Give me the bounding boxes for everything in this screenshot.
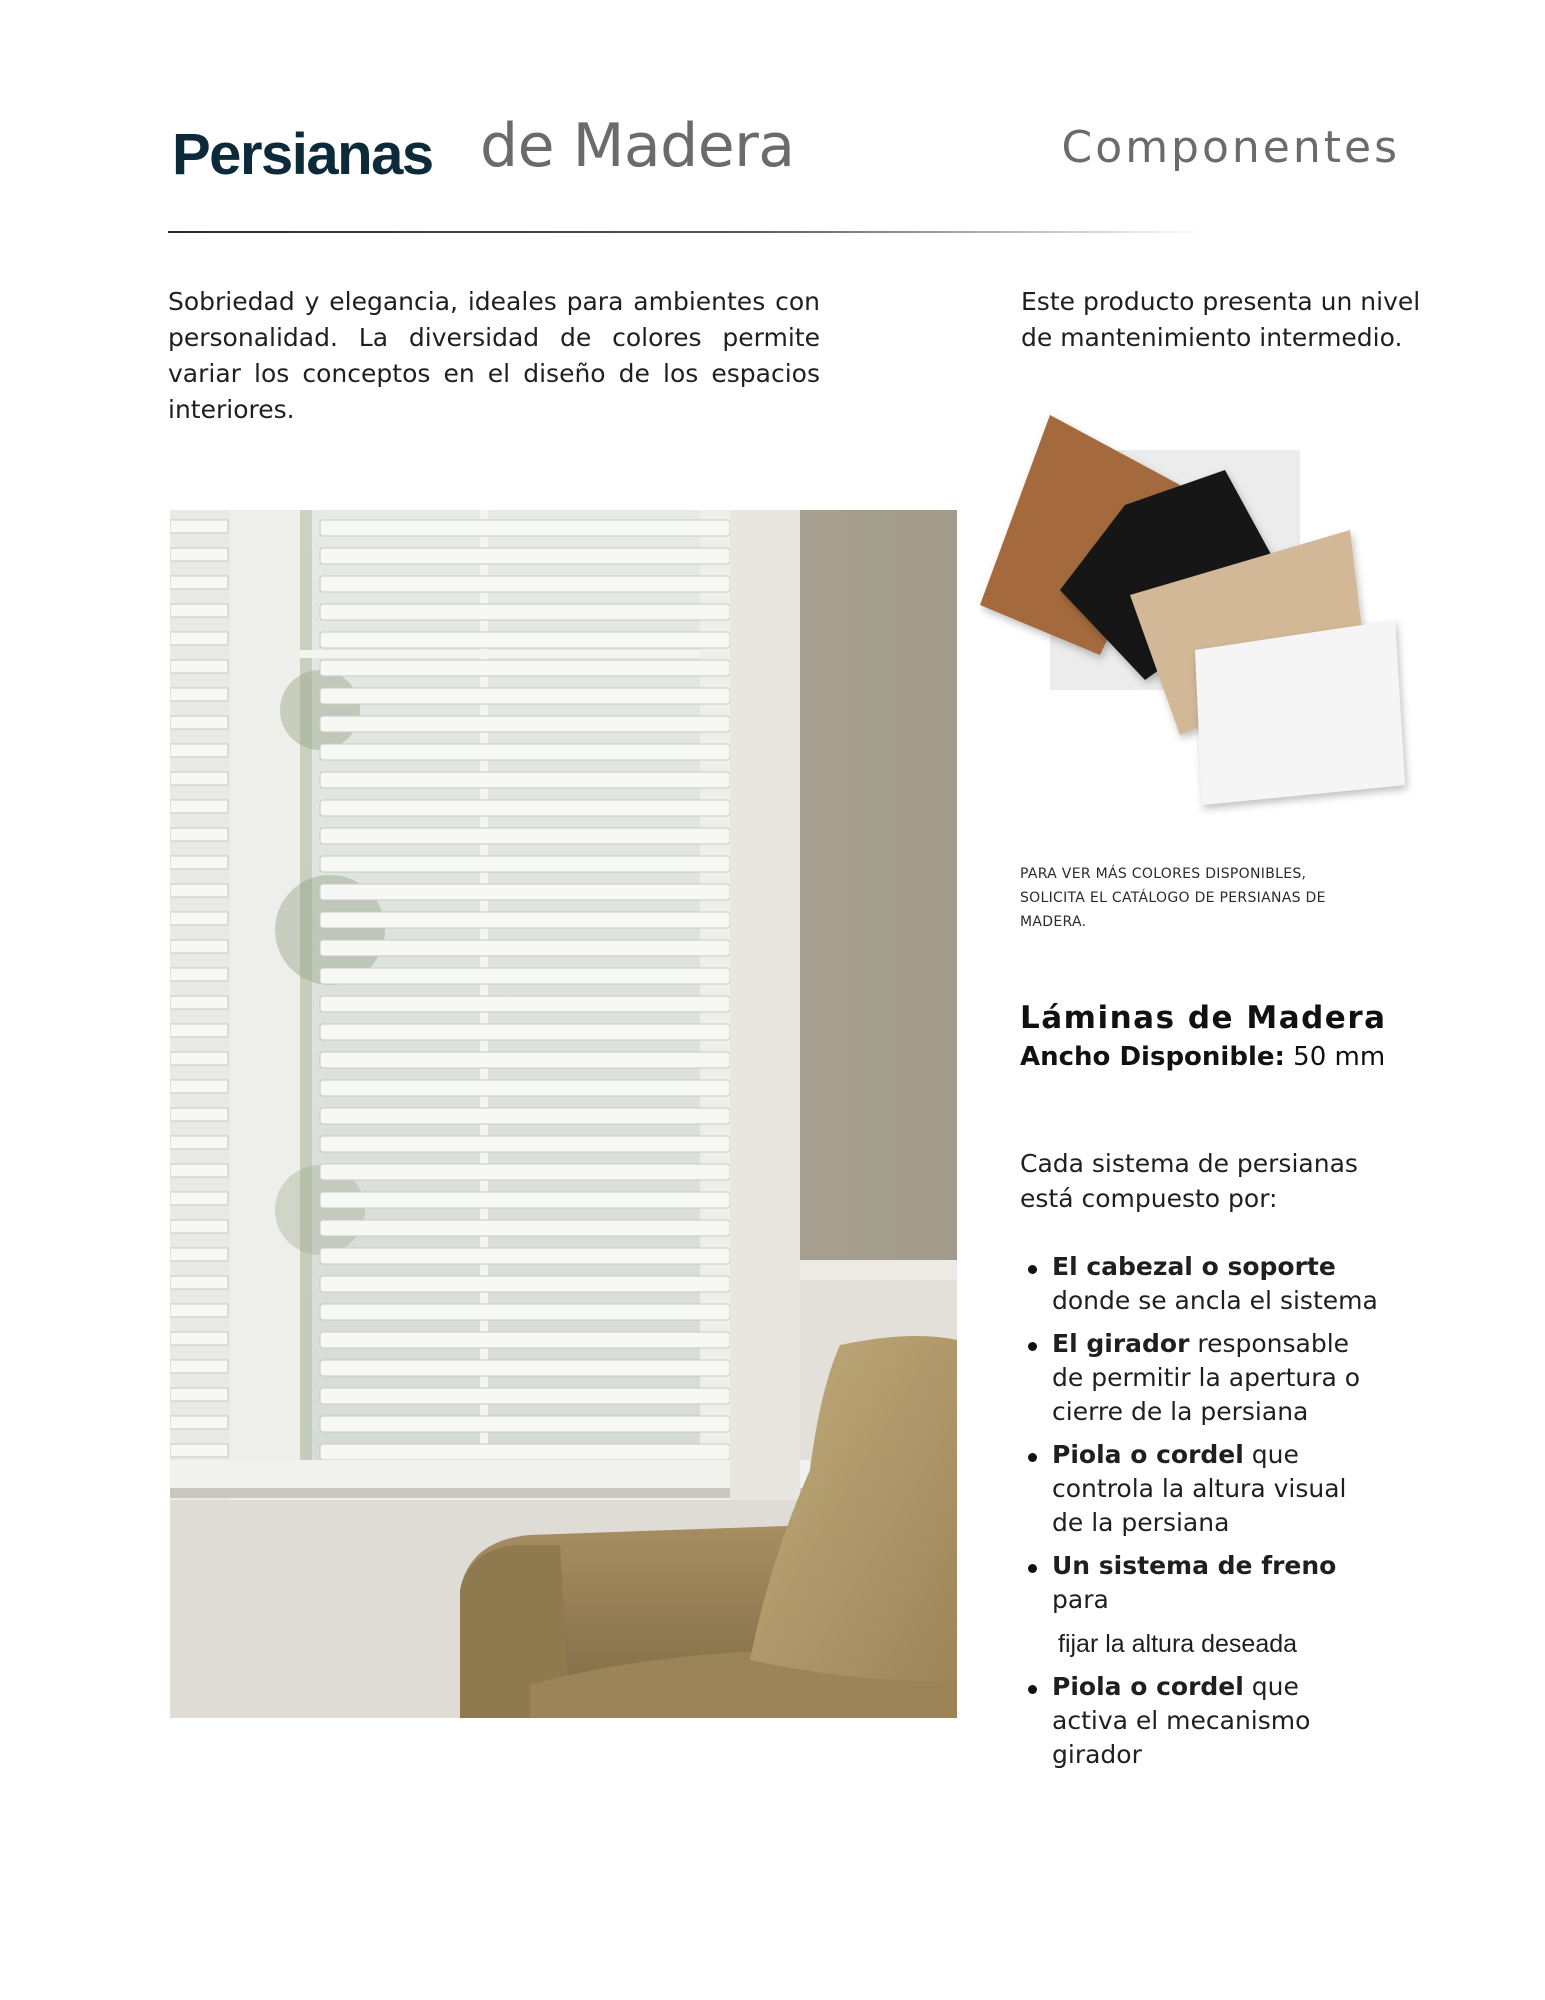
blind-slat xyxy=(170,1164,228,1177)
blind-slat xyxy=(320,1388,730,1404)
color-swatches xyxy=(980,405,1420,835)
title-product: de Madera xyxy=(480,111,795,181)
composition-intro: Cada sistema de persianas está compuesto por: xyxy=(1020,1149,1358,1213)
maintenance-paragraph: Este producto presenta un nivel de mantenimiento intermedio. xyxy=(1021,287,1421,352)
more-colors-note: PARA VER MÁS COLORES DISPONIBLES, SOLICITA EL CATÁLOGO DE PERSIANAS DE MADERA. xyxy=(1020,866,1326,930)
blind-slat xyxy=(170,1136,228,1149)
blind-slat xyxy=(320,716,730,732)
component-desc: que controla la altura visual de la persiana xyxy=(1052,1440,1347,1537)
component-desc: que activa el mecanismo girador xyxy=(1052,1672,1311,1769)
blind-slat xyxy=(320,1416,730,1432)
title-brand: Persianas xyxy=(172,122,433,187)
blind-slat xyxy=(170,996,228,1009)
product-photo xyxy=(170,510,957,1718)
component-desc: para xyxy=(1052,1585,1109,1614)
blind-slat xyxy=(170,604,228,617)
blind-slat xyxy=(320,548,730,564)
blind-slat xyxy=(170,1220,228,1233)
intro-paragraph: Sobriedad y elegancia, ideales para ambientes con personalidad. La diversidad de colores permite variar los conceptos en el diseño de los espacios interiores. xyxy=(168,287,820,424)
blind-slat xyxy=(170,744,228,757)
blind-slat xyxy=(320,1192,730,1208)
blind-slat xyxy=(170,576,228,589)
blind-slat xyxy=(170,1080,228,1093)
blind-slat xyxy=(320,1108,730,1124)
blind-slat xyxy=(320,772,730,788)
blind-slat xyxy=(320,632,730,648)
blind-slat xyxy=(320,800,730,816)
blind-slat xyxy=(320,856,730,872)
blind-slat xyxy=(170,1304,228,1317)
blind-slat xyxy=(320,744,730,760)
blind-slat xyxy=(320,1136,730,1152)
component-desc: donde se ancla el sistema xyxy=(1052,1286,1378,1315)
blind-slat xyxy=(170,940,228,953)
component-name: El girador xyxy=(1052,1329,1190,1358)
blind-slat xyxy=(170,1192,228,1205)
blind-slat xyxy=(170,1332,228,1345)
blind-slat xyxy=(170,548,228,561)
slats-title: Láminas de Madera xyxy=(1020,1000,1387,1036)
blind-slat xyxy=(320,1052,730,1068)
blind-slat xyxy=(320,940,730,956)
blind-slat xyxy=(170,716,228,729)
list-item xyxy=(1020,1670,1380,1772)
component-name: Piola o cordel xyxy=(1052,1440,1244,1469)
blind-slat xyxy=(320,1332,730,1348)
component-name: Piola o cordel xyxy=(1052,1672,1244,1701)
header-divider xyxy=(168,231,1208,233)
blind-slat xyxy=(170,1416,228,1429)
blind-slat xyxy=(320,1080,730,1096)
blind-slat xyxy=(320,576,730,592)
blind-slat xyxy=(170,828,228,841)
blind-slat xyxy=(170,632,228,645)
blind-slat xyxy=(170,1360,228,1373)
blind-slat xyxy=(170,660,228,673)
component-name: Un sistema de freno xyxy=(1052,1551,1337,1580)
list-item xyxy=(1020,1438,1380,1540)
blind-slat xyxy=(320,1304,730,1320)
slats-width-label: Ancho Disponible: xyxy=(1020,1042,1285,1072)
blind-slat xyxy=(320,1360,730,1376)
component-desc: responsable de permitir la apertura o cierre de la persiana xyxy=(1052,1329,1361,1426)
blind-slat xyxy=(320,660,730,676)
blind-slat xyxy=(170,520,228,533)
blind-slat xyxy=(170,1444,228,1457)
blind-slat xyxy=(170,1388,228,1401)
blind-slat xyxy=(320,1248,730,1264)
slats-width-value: 50 mm xyxy=(1284,1042,1386,1072)
blind-slat xyxy=(170,1248,228,1261)
blind-slat xyxy=(320,1220,730,1236)
slats-width xyxy=(1020,1042,1385,1072)
component-name: El cabezal o soporte xyxy=(1052,1252,1336,1281)
blind-slat xyxy=(320,688,730,704)
color-swatch xyxy=(1195,620,1405,805)
blind-slat xyxy=(170,1052,228,1065)
list-item xyxy=(1020,1250,1380,1318)
blind-slat xyxy=(320,1024,730,1040)
blind-slat xyxy=(170,1024,228,1037)
blind-slat xyxy=(320,828,730,844)
blind-slat xyxy=(170,1108,228,1121)
components-list xyxy=(1020,1250,1380,1781)
blind-slat xyxy=(170,884,228,897)
blind-slat xyxy=(320,968,730,984)
component-desc-extra: fijar la altura deseada xyxy=(1058,1630,1298,1658)
blind-slat xyxy=(320,1276,730,1292)
blind-slat xyxy=(170,968,228,981)
blind-slat xyxy=(320,1164,730,1180)
blind-slat xyxy=(320,520,730,536)
list-item xyxy=(1020,1549,1380,1661)
blind-slat xyxy=(320,912,730,928)
blind-slat xyxy=(170,772,228,785)
blind-slat xyxy=(320,884,730,900)
blind-slat xyxy=(320,996,730,1012)
blind-slat xyxy=(170,688,228,701)
section-label: Componentes xyxy=(1061,122,1400,173)
blind-slat xyxy=(170,1276,228,1289)
blind-slat xyxy=(320,604,730,620)
list-item xyxy=(1020,1327,1380,1429)
blind-slat xyxy=(170,912,228,925)
blind-slat xyxy=(320,1444,730,1460)
blind-slat xyxy=(170,856,228,869)
blind-slat xyxy=(170,800,228,813)
